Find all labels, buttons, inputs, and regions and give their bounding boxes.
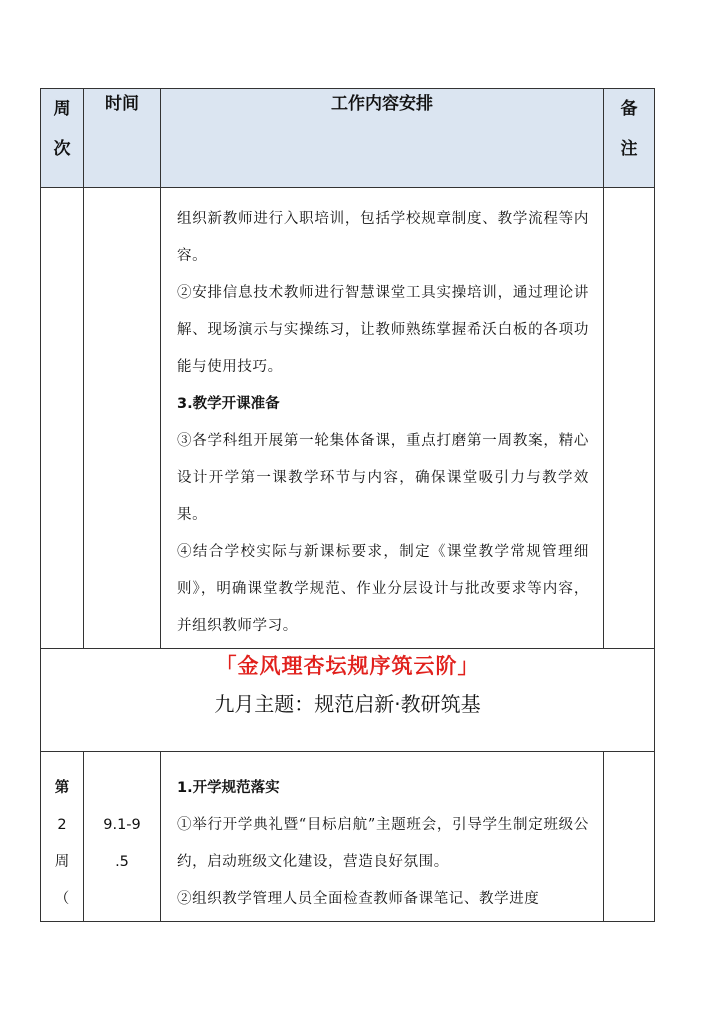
header-remark-char: 注 [620, 139, 638, 159]
header-work-content: 工作内容安排 [161, 89, 604, 188]
week-char: 第 [54, 780, 70, 796]
paragraph: ①举行开学典礼暨“目标启航”主题班会，引导学生制定班级公约，启动班级文化建设，营造良好氛围。 [177, 817, 589, 870]
work-content-cell [161, 188, 604, 649]
time-line: 9.1-9 [103, 817, 141, 833]
paragraph: ③各学科组开展第一轮集体备课，重点打磨第一周教案，精心设计开学第一课教学环节与内容，确保课堂吸引力与教学效果。 [177, 433, 589, 523]
work-content-cell [161, 752, 604, 922]
paragraph: ②安排信息技术教师进行智慧课堂工具实操培训，通过理论讲解、现场演示与实操练习，让教师熟练掌握希沃白板的各项功能与使用技巧。 [177, 285, 589, 375]
work-plan-table [40, 88, 655, 922]
theme-banner [41, 649, 655, 752]
section-heading: 1.开学规范落实 [177, 780, 280, 796]
section-heading: 3.教学开课准备 [177, 396, 280, 412]
banner-slogan: 「金风理杏坛规序筑云阶」 [215, 653, 480, 678]
header-remark [604, 89, 655, 188]
time-label [84, 752, 160, 881]
table-row [41, 752, 655, 922]
paragraph: ②组织教学管理人员全面检查教师备课笔记、教学进度 [177, 891, 540, 907]
table-row [41, 188, 655, 649]
time-line: .5 [115, 854, 129, 870]
week-cell [41, 188, 84, 649]
work-content [161, 188, 603, 648]
time-cell [84, 752, 161, 922]
theme-banner-row [41, 649, 655, 752]
header-week-char: 次 [53, 139, 71, 159]
week-char: 周 [54, 854, 70, 870]
paragraph: ④结合学校实际与新课标要求，制定《课堂教学常规管理细则》，明确课堂教学规范、作业分层设计与批改要求等内容，并组织教师学习。 [177, 544, 589, 634]
work-content [161, 752, 603, 921]
header-week-char: 周 [53, 99, 71, 119]
week-char: 2 [57, 817, 67, 833]
banner-theme: 九月主题：规范启新·教研筑基 [214, 692, 481, 716]
paragraph: 组织新教师进行入职培训，包括学校规章制度、教学流程等内容。 [177, 211, 589, 264]
header-remark-char: 备 [620, 99, 638, 119]
header-week [41, 89, 84, 188]
remark-cell [604, 188, 655, 649]
week-label [41, 752, 83, 918]
header-time: 时间 [84, 89, 161, 188]
week-cell [41, 752, 84, 922]
week-char: （ [54, 891, 70, 907]
time-cell [84, 188, 161, 649]
header-row [41, 89, 655, 188]
remark-cell [604, 752, 655, 922]
